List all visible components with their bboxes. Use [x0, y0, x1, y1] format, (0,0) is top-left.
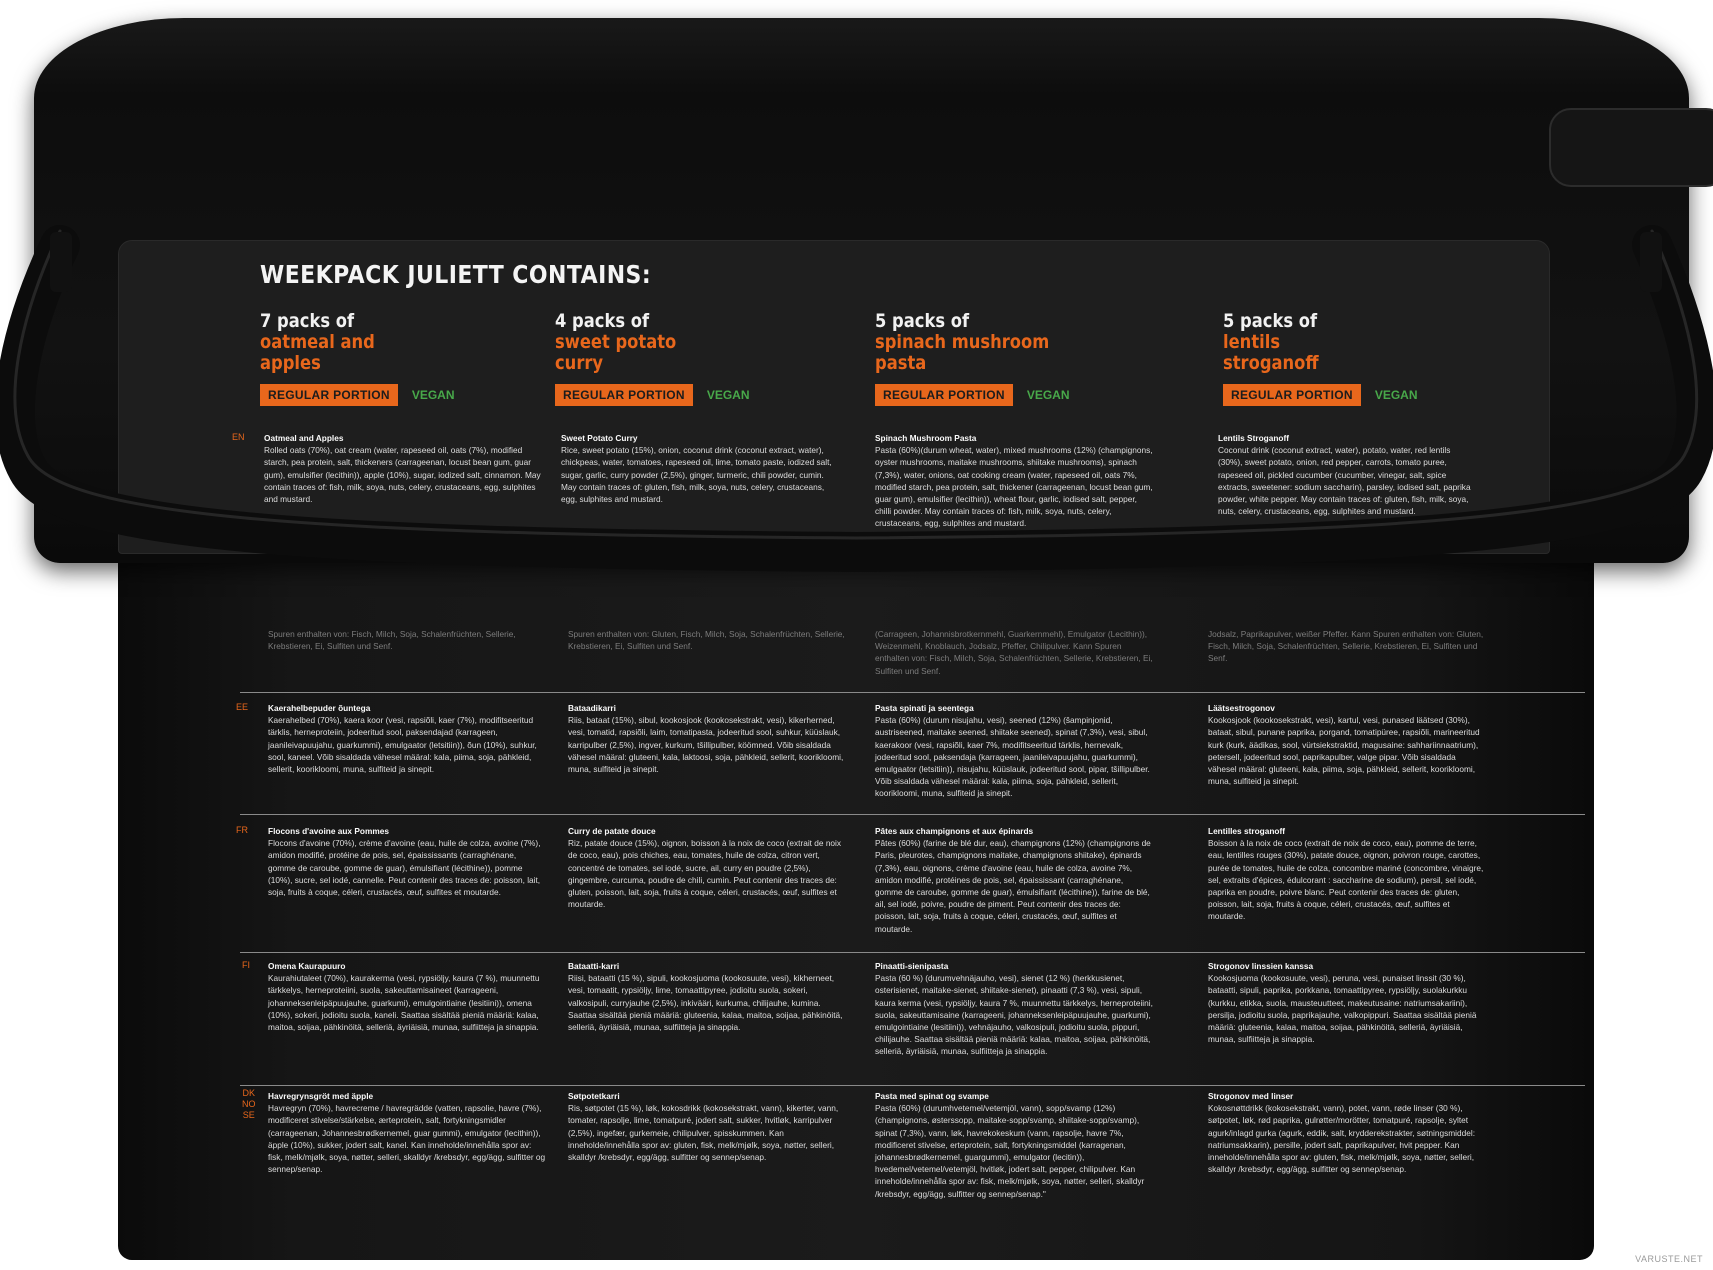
- portion-tag: REGULAR PORTION: [260, 384, 398, 406]
- product-2-name: sweet potato curry: [555, 331, 677, 374]
- product-4-packs: 5 packs of: [1223, 310, 1318, 332]
- en-col-3: Spinach Mushroom Pasta Pasta (60%)(durum wheat, water), mixed mushrooms (12%) (champignons, oyster mushrooms, maitake mushrooms, shiitake mushrooms), spinach (7,3%), water, onions, oat cooking cream (water, rapeseed oil, oats 7%, modified starch, pea protein, salt, thickener (carrageenan, locust bean gum, guar gum), emulsifier (lecithin)), wheat flour, garlic, iodised salt, pepper, chilli powder. May contain traces of: fish, milk, soya, nuts, celery, crustaceans, egg, sulphites and mustard.: [875, 433, 1153, 529]
- vegan-tag: VEGAN: [1374, 388, 1418, 402]
- de-col-2: Spuren enthalten von: Gluten, Fisch, Milch, Soja, Schalenfrüchten, Sellerie, Krebstieren, Ei, Sulfiten und Senf.: [568, 629, 845, 652]
- ee-col-1: Kaerahelbepuder õuntega Kaerahelbed (70%), kaera koor (vesi, rapsiõli, kaer (7%), modifitseeritud tärklis, herneproteiin, jodeeritud sool, paksendajad (karrageen, jaanileivapuujahu, guarkummi), emulgaator (letsitiin)), õun (10%), suhkur, sool, kaneel. Võib sisaldada vähesel määral: kala, piima, soja, pähkleid, sellerit, koorikloomi, muna, sulfiteid ja sinepit.: [268, 703, 537, 775]
- lang-se: SE: [242, 1110, 255, 1120]
- de-col-1: Spuren enthalten von: Fisch, Milch, Soja, Schalenfrüchten, Sellerie, Krebstieren, Ei, Sulfiten und Senf.: [268, 629, 516, 652]
- portion-tag: REGULAR PORTION: [875, 384, 1013, 406]
- lid-label: [118, 240, 1548, 560]
- lang-ee: EE: [236, 702, 249, 712]
- ee-col-3: Pasta spinati ja seentega Pasta (60%) (durum nisujahu, vesi), seened (12%) (šampinjonid, austriseened, maitake seened, shiitake seened), spinat (7,3%), vesi, sibul, kaerakoor (vesi, rapsiõli, kaer 7%, modifitseeritud tärklis, hernevalk, jodeeritud sool, paksendaja (karrageen, jaanileivapuujahu, guarkummi), emulgaator (letsitiin)), nisujahu, küüslauk, jodeeritud sool, pipar, tšillipulber. Võib sisaldada vähesel määral: kala, piima, soja, pähkleid, sellerit, koorikloomi, muna, sulfiteid ja sinepit.: [875, 703, 1150, 799]
- divider-ee: [240, 814, 1585, 815]
- dk-col-1: Havregrynsgröt med äpple Havregryn (70%), havrecreme / havregrädde (vatten, rapsolie, havre (7%), modificeret stivelse/stärkelse, ærteprotein, salt, fortykningsmidler (carrageenan, Johannesbrødkernemel, guar gummi), emulgator (lecithin)), äpple (10%), sukker, jodert salt, kanel. Kan inneholde/innehålla spor av: fisk, melk/mjølk, soya, nøtter, selleri, skalldyr /krebsdyr, egg/ägg, sulfitter og sennep/senap.: [268, 1091, 546, 1175]
- product-2: [555, 310, 875, 406]
- vegan-tag: VEGAN: [1026, 388, 1070, 402]
- lang-fr: FR: [236, 825, 248, 835]
- fr-col-3: Pâtes aux champignons et aux épinards Pâtes (60%) (farine de blé dur, eau), champignons (12%) (champignons de Paris, pleurotes, champignons maitake, champignons shiitake), épinards (7,3%), eau, oignons, crème d'avoine (eau, huile de colza, avoine 7%, amidon modifié, protéines de pois, sel, épaississant (carraghénane, gomme de caroube, gomme de guar), émulsifiant (lécithine)), farine de blé, ail, sel iodé, poivre, poudre de piment. Peut contenir des traces de: poisson, lait, soja, fruits à coque, céleri, crustacés, œuf, sulfites et moutarde.: [875, 826, 1151, 934]
- product-3-packs: 5 packs of: [875, 310, 970, 332]
- lang-en: EN: [232, 432, 245, 442]
- lid-tab: [1549, 108, 1713, 187]
- fr-col-2: Curry de patate douce Riz, patate douce (15%), oignon, boisson à la noix de coco (extrait de noix de coco, eau), pois chiches, eau, tomates, huile de colza, citron vert, concentré de tomates, sel iodé, sucre, ail, curry en poudre (2,5%), gingembre, curcuma, poudre de chili, cumin. Peut contenir des traces de: gluten, poisson, lait, soja, fruits à coque, céleri, crustacés, œuf, sulfites et moutarde.: [568, 826, 842, 910]
- lang-dk-no-se: [242, 1088, 256, 1121]
- fr-col-1: Flocons d'avoine aux Pommes Flocons d'avoine (70%), crème d'avoine (eau, huile de colza, avoine (7%), amidon modifié, protéine de pois, sel, épaississants (carraghénane, gomme de caroube, gomme de guar), émulsifiant (lécithine)), pomme (10%), sucre, sel iodé, cannelle. Peut contenir des traces de: poisson, lait, soja, fruits à coque, céleri, crustacés, œuf, sulfites et moutarde.: [268, 826, 541, 898]
- product-1: [260, 310, 580, 406]
- product-1-name: oatmeal and apples: [260, 331, 375, 374]
- product-1-packs: 7 packs of: [260, 310, 355, 332]
- fi-col-4: Strogonov linssien kanssa Kookosjuoma (kookosuute, vesi), peruna, vesi, punaiset linssit (30 %), bataatti, sipuli, paprika, porkkana, tomaattipyree, rypsiöljy, suolakurkku (kurkku, etikka, suola, mausteuutteet, makeutusaine: natriumsakariini), persilja, jodioitu suola, paprikajauhe, valkopippuri. Saattaa sisältää pieniä määriä: gluteenia, kalaa, maitoa, soijaa, pähkinöitä, selleriä, äyriäisiä, munaa, sulfiitteja ja sinappia.: [1208, 961, 1477, 1045]
- dk-col-3: Pasta med spinat og svampe Pasta (60%) (durumhvetemel/vetemjöl, vann), sopp/svamp (12%) (champignons, østerssopp, maitake-sopp/svamp, shiitake-sopp/svamp), spinat (7,3%), vann, løk, havrekokeskum (vann, rapsolje, havre 7%, modificeret stivelse, erteprotein, salt, fortykningsmiddel (karragenan, johannesbrødkernemel, guargummi), emulgator (lecitin)), hvedemel/vetemel/vetemjöl, hvitløk, jodert salt, pepper, chilipulver. Kan inneholde/innehålla spor av: fisk, melk/mjølk, soya, nøtter, selleri, skalldyr /krebsdyr, egg/ägg, sulfitter og sennep/senap.": [875, 1091, 1145, 1199]
- de-col-4: Jodsalz, Paprikapulver, weißer Pfeffer. Kann Spuren enthalten von: Gluten, Fisch, Milch, Soja, Schalenfrüchten, Sellerie, Krebstieren, Ei, Sulfiten und Senf.: [1208, 629, 1484, 664]
- divider-fr: [240, 952, 1585, 953]
- lang-fi: FI: [242, 960, 250, 970]
- product-3-name: spinach mushroom pasta: [875, 331, 1050, 374]
- label-title: WEEKPACK JULIETT CONTAINS:: [260, 260, 652, 289]
- ee-col-2: Bataadikarri Riis, bataat (15%), sibul, kookosjook (kookosekstrakt, vesi), kikerherned, vesi, tomatid, rapsiõli, laim, tomatipasta, jodeeritud sool, suhkur, küüslauk, karripulber (2,5%), ingver, kurkum, tšillipulber, köömned. Võib sisaldada vähesel määral: gluteeni, kala, laktoosi, soja, pähkleid, sellerit, koorikloomi, muna, sulfiteid ja sinepit.: [568, 703, 844, 775]
- fr-col-4: Lentilles stroganoff Boisson à la noix de coco (extrait de noix de coco, eau), pomme de terre, eau, lentilles rouges (30%), patate douce, oignon, poivron rouge, carottes, purée de tomates, huile de colza, concombre mariné (concombre, vinaigre, sel, extraits d'épices, édulcorant : saccharine de sodium), persil, sel iodé, paprika en poudre, poivre blanc. Peut contenir des traces de: gluten, poisson, lait, soja, fruits à coque, céleri, crustacés, œuf, sulfites et moutarde.: [1208, 826, 1484, 922]
- fi-col-1: Omena Kaurapuuro Kaurahiutaleet (70%), kaurakerma (vesi, rypsiöljy, kaura (7 %), muunnettu tärkkelys, herneproteiini, suola, sakeuttamisaineet (karrageeni, johanneksenleipäpuujauhe, guarkumi), emulgointiaine (lesitiini)), omena (10%), sokeri, jodioitu suola, kaneli. Saattaa sisältää pieniä määriä: kalaa, maitoa, soijaa, pähkinöitä, selleriä, äyriäisiä, munaa, sulfiitteja ja sinappia.: [268, 961, 540, 1033]
- divider-fi: [240, 1085, 1585, 1086]
- lang-no: NO: [242, 1099, 256, 1109]
- fi-col-3: Pinaatti-sienipasta Pasta (60 %) (durumvehnäjauho, vesi), sienet (12 %) (herkkusienet, osterisienet, maitake-sienet, shiitake-sienet), pinaatti (7,3 %), vesi, sipuli, kaura kerma (vesi, rypsiöljy, kaura 7 %, muunnettu tärkkelys, herneproteiini, suola, sakeuttamisaine (karrageeni, johanneksenleipäpuujauhe, guarkumi), emulgointiaine (lesitiini)), vehnäjauho, valkosipuli, jodioitu suola, pippuri, chilijauhe. Saattaa sisältää pieniä määriä: kalaa, maitoa, soijaa, pähkinöitä, selleriä, äyriäisiä, munaa, sulfiitteja ja sinappia.: [875, 961, 1153, 1057]
- product-3: [875, 310, 1195, 406]
- ee-col-4: Läätsestrogonov Kookosjook (kookosekstrakt, vesi), kartul, vesi, punased läätsed (30%), bataat, sibul, punane paprika, porgand, tomatipüree, rapsiõli, marineeritud kurk (kurk, äädikas, sool, vürtsiekstraktid, magusaine: sahhariinnaatrium), petersell, jodeeritud sool, paprikapulber, valge pipar. Võib sisaldada vähesel määral: gluteeni, kala, piima, soja, pähkleid, sellerit, koorikloomi, muna, sulfiteid ja sinepit.: [1208, 703, 1480, 787]
- en-col-4: Lentils Stroganoff Coconut drink (coconut extract, water), potato, water, red lentils (30%), sweet potato, onion, red pepper, carrots, tomato puree, rapeseed oil, pickled cucumber (cucumber, vinegar, salt, spice extracts, sweetener: sodium saccharin), parsley, iodised salt, paprika powder, white pepper. May contain traces of: gluten, fish, milk, soya, nuts, celery, crustaceans, egg, sulphites and mustard.: [1218, 433, 1471, 517]
- portion-tag: REGULAR PORTION: [555, 384, 693, 406]
- product-4-name: lentils stroganoff: [1223, 331, 1319, 374]
- en-col-2: Sweet Potato Curry Rice, sweet potato (15%), onion, coconut drink (coconut extract, water), chickpeas, water, tomatoes, rapeseed oil, lime, tomato paste, iodized salt, sugar, garlic, curry powder (2,5%), ginger, turmeric, chili powder, cumin. May contain traces of: gluten, fish, milk, soya, nuts, celery, crustaceans, egg, sulphites and mustard.: [561, 433, 832, 505]
- product-2-packs: 4 packs of: [555, 310, 650, 332]
- lang-dk: DK: [242, 1088, 255, 1098]
- vegan-tag: VEGAN: [706, 388, 750, 402]
- divider-de: [240, 692, 1585, 693]
- en-col-1: Oatmeal and Apples Rolled oats (70%), oat cream (water, rapeseed oil, oats (7%), modified starch, pea protein, salt, thickeners (carrageenan, locust bean gum, guar gum), emulsifier (lecithin)), apple (10%), sugar, iodized salt, cinnamon. May contain traces of: fish, milk, soya, nuts, celery, crustaceans, egg, sulphites and mustard.: [264, 433, 541, 505]
- dk-col-4: Strogonov med linser Kokosnøttdrikk (kokosekstrakt, vann), potet, vann, røde linser (30 %), søtpotet, løk, rød paprika, gulrøtter/morötter, tomatpuré, rapsolje, syltet agurk/inlagd gurka (agurk, eddik, salt, krydderekstrakter, søtningsmiddel: natriumsakkarin), persille, jodert salt, paprikapulver, hvit pepper. Kan inneholde/innehålla spor av: gluten, fisk, melk/mjølk, soya, nøtter, selleri, skalldyr /krebsdyr, egg/ägg, sulfitter og sennep/senap.: [1208, 1091, 1476, 1175]
- portion-tag: REGULAR PORTION: [1223, 384, 1361, 406]
- de-col-3: (Carrageen, Johannisbrotkernmehl, Guarkernmehl), Emulgator (Lecithin)), Weizenmehl, Knoblauch, Jodsalz, Pfeffer, Chilipulver. Kann Spuren enthalten von: Fisch, Milch, Soja, Schalenfrüchten, Sellerie, Krebstieren, Ei, Sulfiten und Senf.: [875, 629, 1153, 676]
- watermark: VARUSTE.NET: [1635, 1254, 1703, 1264]
- vegan-tag: VEGAN: [411, 388, 455, 402]
- fi-col-2: Bataatti-karri Riisi, bataatti (15 %), sipuli, kookosjuoma (kookosuute, vesi), kikherneet, vesi, tomaatit, rypsiöljy, lime, tomaattipyree, jodioitu suola, sokeri, valkosipuli, curryjauhe (2,5%), inkivääri, kurkuma, chilijauhe, kumina. Saattaa sisältää pieniä määriä: gluteenia, kalaa, maitoa, soijaa, pähkinöitä, selleriä, äyriäisiä, munaa, sulfiitteja ja sinappia.: [568, 961, 843, 1033]
- dk-col-2: Søtpotetkarri Ris, søtpotet (15 %), løk, kokosdrikk (kokosekstrakt, vann), kikerter, vann, tomater, rapsolje, lime, tomatpuré, jodert salt, sukker, hvitløk, karripulver (2,5%), ingefær, gurkemeie, chilipulver, spisskummen. Kan inneholde/innehålla spor av: gluten, fisk, melk/mjølk, soya, nøtter, selleri, skalldyr /krebsdyr, egg/ägg, sulfitter og sennep/senap.: [568, 1091, 839, 1163]
- product-4: [1223, 310, 1543, 406]
